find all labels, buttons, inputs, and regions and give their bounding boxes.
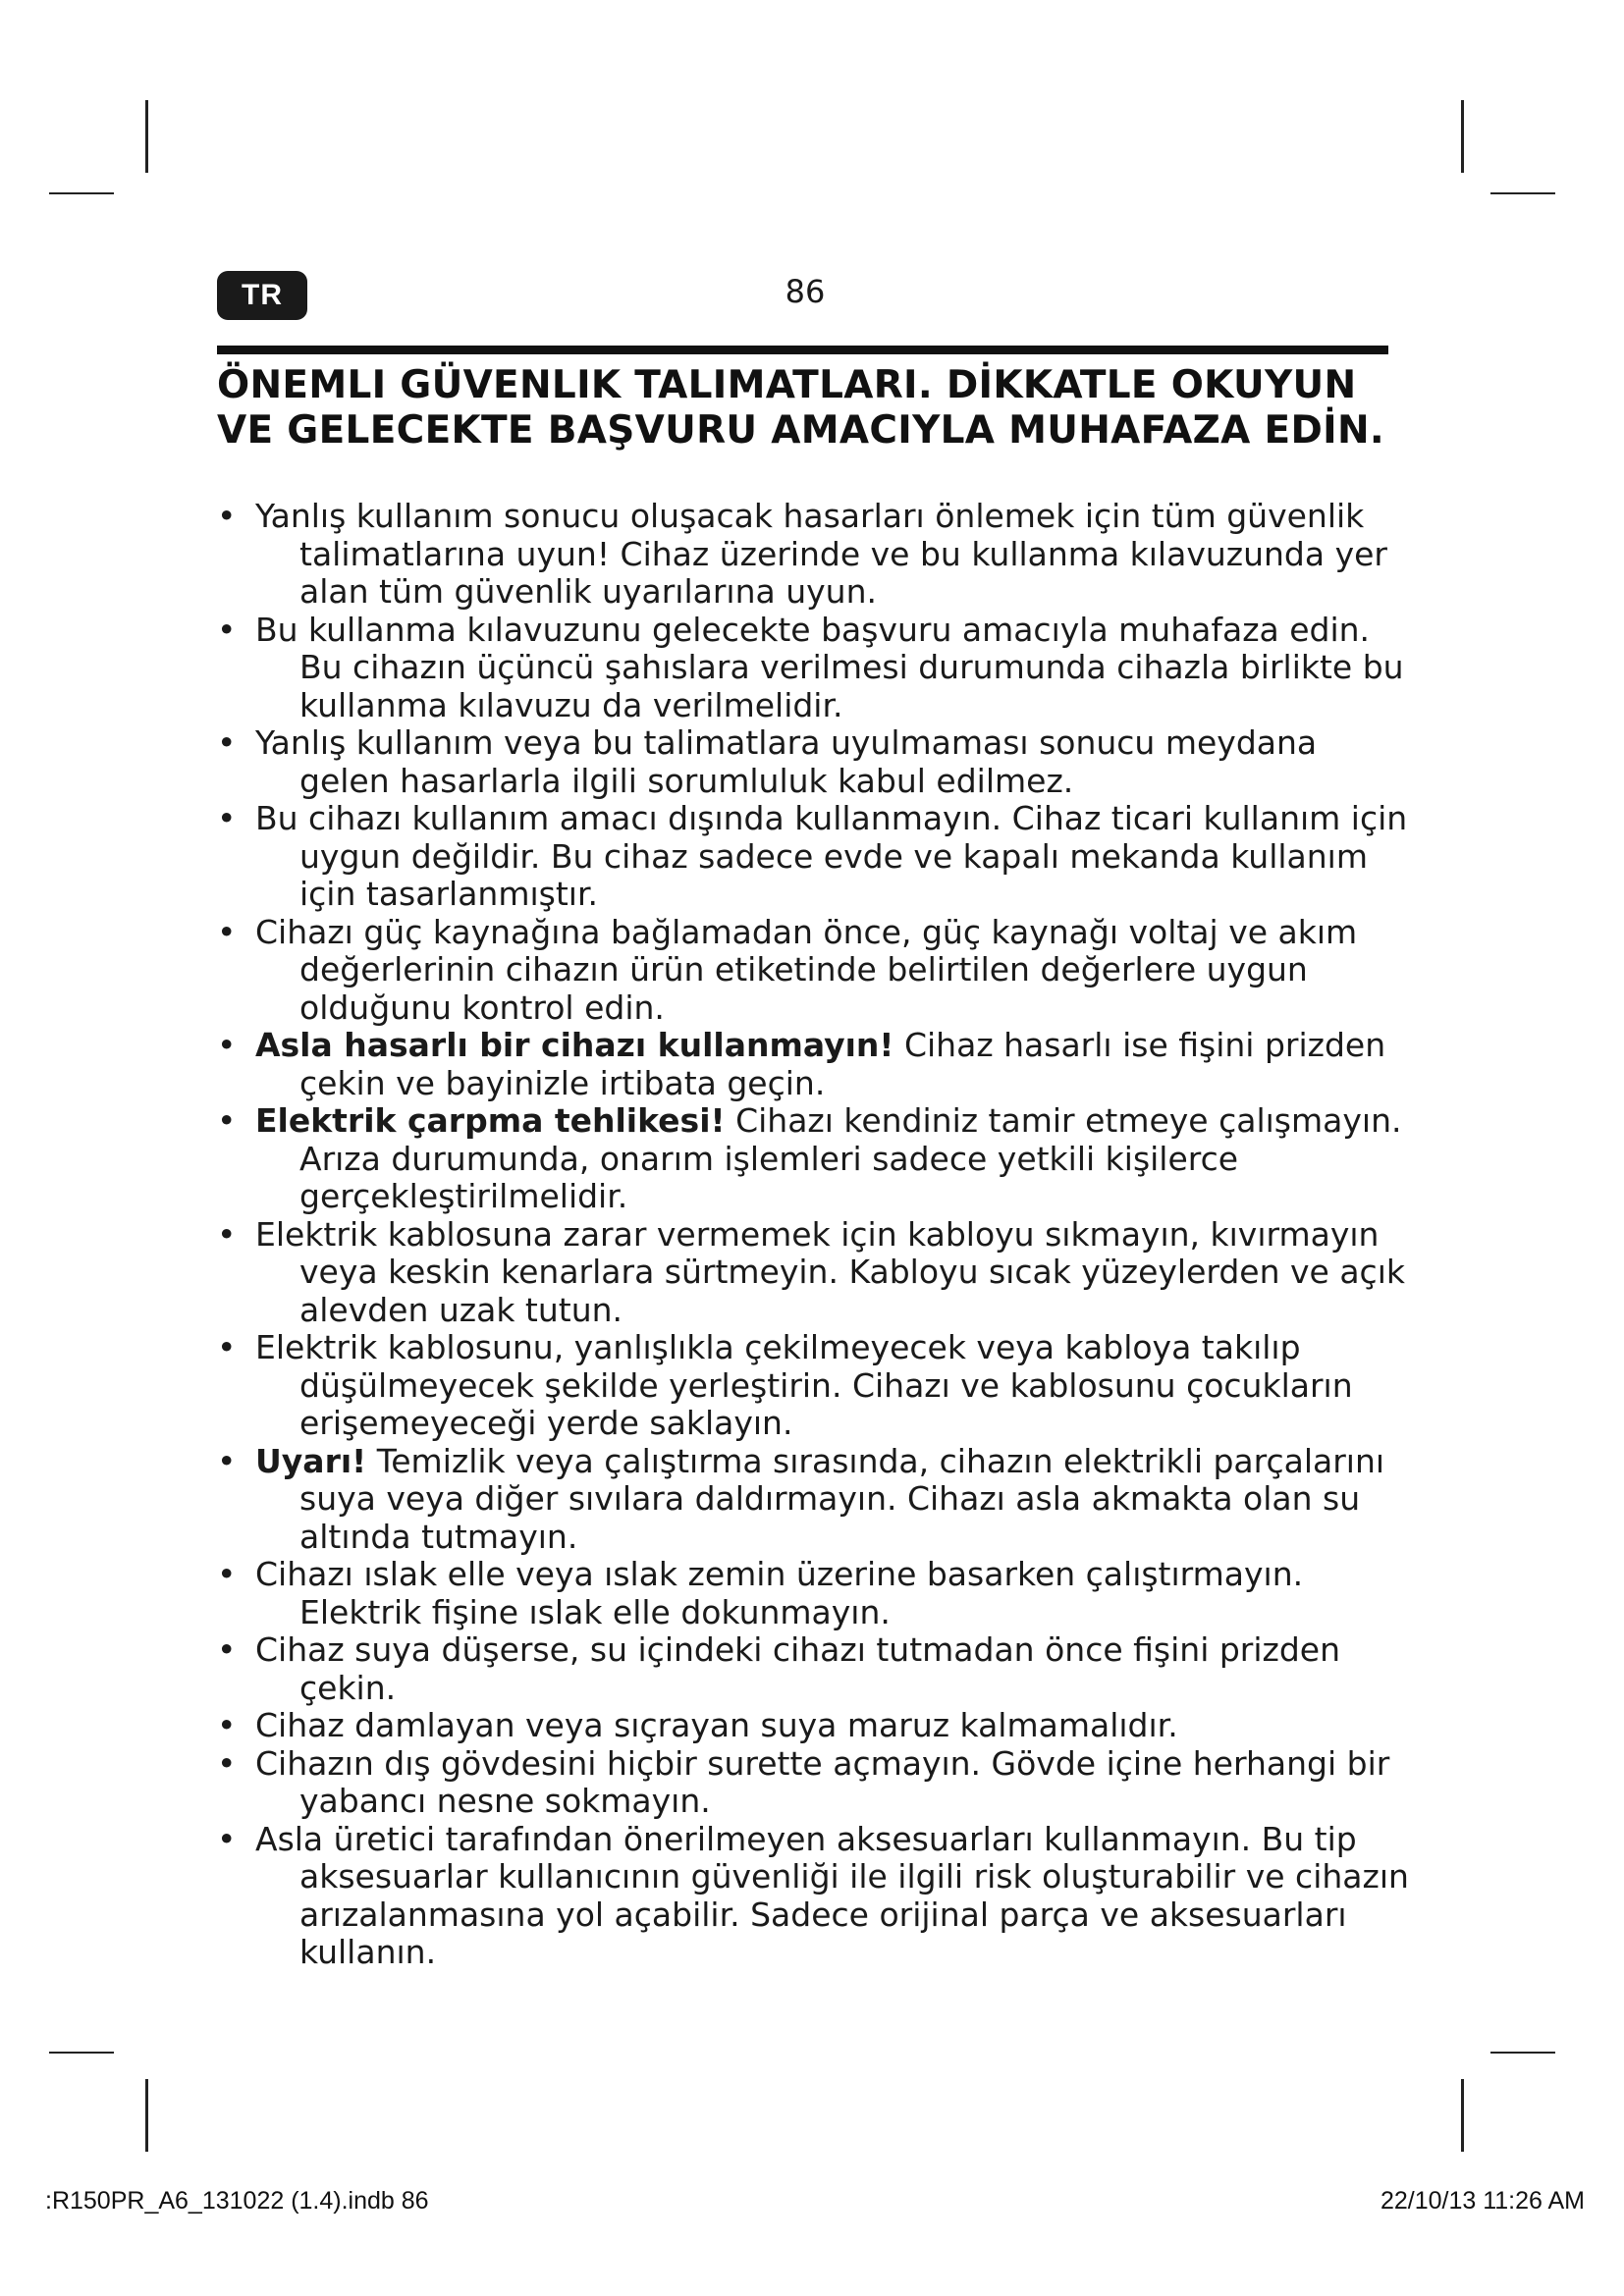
list-item-emphasis: Asla hasarlı bir cihazı kullanmayın!	[255, 1026, 894, 1064]
print-timestamp: 22/10/13 11:26 AM	[1380, 2187, 1585, 2215]
crop-mark-top-right-vertical	[1461, 100, 1464, 173]
list-item-text: Yanlış kullanım veya bu talimatlara uyulmaması sonucu meydana gelen hasarlarla ilgili sorumluluk kabul edilmez.	[255, 723, 1318, 800]
list-item	[217, 1027, 1410, 1102]
list-item-text: Cihazı güç kaynağına bağlamadan önce, güç kaynağı voltaj ve akım değerlerinin cihazın ürün etiketinde belirtilen değerlere uygun olduğunu kontrol edin.	[255, 912, 1358, 1027]
list-item	[217, 1329, 1410, 1443]
bullet-icon: •	[217, 1026, 237, 1064]
list-item-emphasis: Elektrik çarpma tehlikesi!	[255, 1101, 726, 1140]
crop-mark-top-left-vertical	[145, 100, 148, 173]
bullet-icon: •	[217, 610, 237, 649]
bullet-icon: •	[217, 1819, 237, 1858]
list-item	[217, 1745, 1410, 1821]
list-item	[217, 612, 1410, 725]
safety-instructions-list	[217, 498, 1410, 1972]
list-item-text: Cihazı kendiniz tamir etmeye çalışmayın. Arıza durumunda, onarım işlemleri sadece yetkili kişilerce gerçekleştirilmelidir.	[299, 1101, 1402, 1215]
header-rule	[217, 346, 1388, 354]
language-badge: TR	[217, 271, 307, 320]
list-item	[217, 1216, 1410, 1330]
list-item	[217, 1556, 1410, 1631]
list-item-text: Elektrik kablosuna zarar vermemek için kabloyu sıkmayın, kıvırmayın veya keskin kenarlara sürtmeyin. Kabloyu sıcak yüzeylerden ve açık alevden uzak tutun.	[255, 1214, 1405, 1329]
list-item-text: Cihaz suya düşerse, su içindeki cihazı tutmadan önce fişini prizden çekin.	[255, 1630, 1341, 1707]
list-item	[217, 1821, 1410, 1972]
list-item	[217, 1707, 1410, 1745]
bullet-icon: •	[217, 723, 237, 762]
crop-mark-top-right-horizontal	[1490, 192, 1555, 194]
list-item-text: Asla üretici tarafından önerilmeyen aksesuarları kullanmayın. Bu tip aksesuarlar kullanıcının güvenliği ile ilgili risk oluşturabilir ve cihazın arızalanmasına yol açabilir. Sadece orijinal parça ve aksesuarları kullanın.	[255, 1819, 1409, 1971]
list-item	[217, 914, 1410, 1028]
bullet-icon: •	[217, 799, 237, 837]
print-file-info: :R150PR_A6_131022 (1.4).indb 86	[45, 2187, 429, 2215]
bullet-icon: •	[217, 1706, 237, 1744]
bullet-icon: •	[217, 497, 237, 535]
crop-mark-bottom-right-horizontal	[1490, 2052, 1555, 2054]
list-item	[217, 1631, 1410, 1707]
bullet-icon: •	[217, 1743, 237, 1783]
list-item	[217, 724, 1410, 800]
crop-mark-bottom-right-vertical	[1461, 2079, 1464, 2152]
bullet-icon: •	[217, 1328, 237, 1366]
list-item	[217, 1102, 1410, 1216]
crop-mark-bottom-left-vertical	[145, 2079, 148, 2152]
list-item-text: Bu cihazı kullanım amacı dışında kullanmayın. Cihaz ticari kullanım için uygun değildir. Bu cihaz sadece evde ve kapalı mekanda kullanım için tasarlanmıştır.	[255, 799, 1408, 913]
bullet-icon: •	[217, 1441, 237, 1480]
crop-mark-top-left-horizontal	[49, 192, 114, 194]
bullet-icon: •	[217, 1630, 237, 1669]
crop-mark-bottom-left-horizontal	[49, 2052, 114, 2054]
bullet-icon: •	[217, 1101, 237, 1140]
list-item-text: Elektrik kablosunu, yanlışlıkla çekilmeyecek veya kabloya takılıp düşülmeyecek şekilde yerleştirin. Cihazı ve kablosunu çocukların erişemeyeceği yerde saklayın.	[255, 1328, 1353, 1442]
list-item-text: Cihazın dış gövdesini hiçbir surette açmayın. Gövde içine herhangi bir yabancı nesne sokmayın.	[255, 1743, 1390, 1820]
list-item-text: Cihazı ıslak elle veya ıslak zemin üzerine basarken çalıştırmayın. Elektrik fişine ıslak elle dokunmayın.	[255, 1555, 1304, 1631]
bullet-icon: •	[217, 912, 237, 951]
list-item-emphasis: Uyarı!	[255, 1441, 367, 1480]
list-item-text: Cihaz hasarlı ise fişini prizden çekin ve bayinizle irtibata geçin.	[299, 1026, 1386, 1102]
list-item	[217, 1443, 1410, 1557]
list-item-text: Yanlış kullanım sonucu oluşacak hasarları önlemek için tüm güvenlik talimatlarına uyun! Cihaz üzerinde ve bu kullanma kılavuzunda yer alan tüm güvenlik uyarılarına uyun.	[255, 497, 1387, 611]
list-item-text: Temizlik veya çalıştırma sırasında, cihazın elektrikli parçalarını suya veya diğer sıvılara daldırmayın. Cihazı asla akmakta olan su altında tutmayın.	[299, 1441, 1385, 1556]
list-item	[217, 498, 1410, 612]
page-title: ÖNEMLI GÜVENLIK TALIMATLARI. DİKKATLE OKUYUN VE GELECEKTE BAŞVURU AMACIYLA MUHAFAZA EDİN.	[217, 363, 1385, 453]
list-item-text: Cihaz damlayan veya sıçrayan suya maruz kalmamalıdır.	[255, 1706, 1178, 1744]
bullet-icon: •	[217, 1214, 237, 1254]
list-item	[217, 800, 1410, 914]
bullet-icon: •	[217, 1555, 237, 1593]
page-number: 86	[785, 273, 826, 310]
list-item-text: Bu kullanma kılavuzunu gelecekte başvuru amacıyla muhafaza edin. Bu cihazın üçüncü şahıslara verilmesi durumunda cihazla birlikte bu kullanma kılavuzu da verilmelidir.	[255, 610, 1404, 724]
